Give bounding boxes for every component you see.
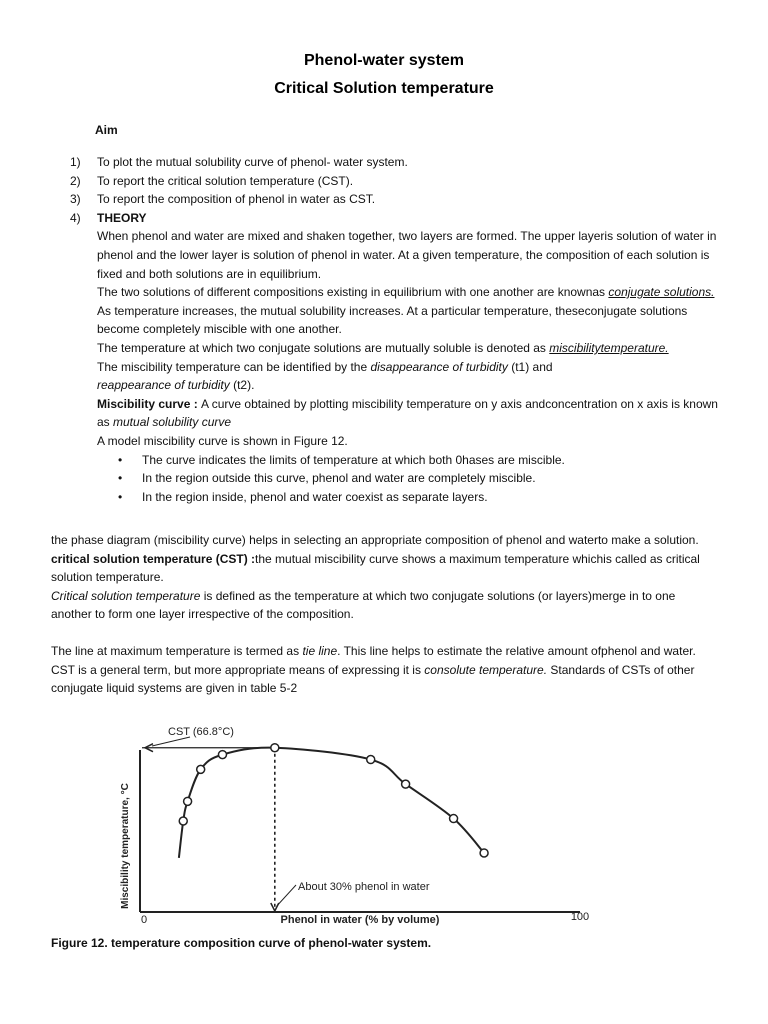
item-number: 2) xyxy=(70,173,81,188)
term-disappearance: disappearance of turbidity xyxy=(370,359,508,374)
text-run: The miscibility temperature can be identified by the xyxy=(97,359,371,374)
item-number: 4) xyxy=(70,210,81,225)
text-run: A curve obtained by plotting miscibility temperature on y axis andconcentration on x axis is known as xyxy=(97,396,718,430)
lower-section xyxy=(51,531,719,698)
miscibility-figure xyxy=(40,722,690,927)
x-axis-label: Phenol in water (% by volume) xyxy=(280,914,440,926)
figure-caption: Figure 12. temperature composition curve of phenol-water system. xyxy=(51,936,432,950)
term-miscibility-temperature: miscibilitytemperature. xyxy=(549,340,669,355)
page-title: Phenol-water system xyxy=(303,52,465,69)
cst-annotation: CST (66.8°C) xyxy=(168,726,234,738)
term-consolute-temperature: consolute temperature. xyxy=(424,662,548,677)
bullet-item: • In the region outside this curve, phenol and water are completely miscible. xyxy=(142,469,718,488)
paragraph xyxy=(51,642,719,698)
text-run: the mutual miscibility curve shows a maximum temperature whichis called as critical solution temperature. xyxy=(51,551,700,585)
theory-paragraph: As temperature increases, the mutual solubility increases. At a particular temperature, theseconjugate solutions become completely miscible with one another. xyxy=(97,303,688,337)
bullet-item: • In the region inside, phenol and water coexist as separate layers. xyxy=(142,488,718,507)
data-point xyxy=(218,751,226,759)
term-conjugate-solutions: conjugate solutions. xyxy=(608,285,715,300)
aim-list xyxy=(70,153,718,506)
term-critical-solution-temperature: Critical solution temperature xyxy=(51,588,201,603)
page-subtitle: Critical Solution temperature xyxy=(274,80,494,97)
aim-heading: Aim xyxy=(95,123,118,137)
theory-paragraph xyxy=(97,395,718,432)
x-tick-100: 100 xyxy=(570,911,590,923)
list-item xyxy=(70,153,718,172)
list-item xyxy=(70,172,718,191)
x-tick-0: 0 xyxy=(140,914,148,926)
miscibility-chart xyxy=(40,722,690,927)
term-tie-line: tie line xyxy=(302,643,338,658)
term-miscibility-curve: Miscibility curve : xyxy=(97,396,202,411)
bullet-list xyxy=(97,451,718,507)
term-mutual-solubility-curve: mutual solubility curve xyxy=(113,415,232,430)
text-run: . This line helps to estimate the relative amount ofphenol and water. CST is a general term, but more appropriate means of expressing it is xyxy=(51,643,696,677)
y-axis-label: Miscibility temperature, °C xyxy=(120,783,131,909)
text-run: Standards of CSTs of other conjugate liquid systems are given in table 5-2 xyxy=(51,662,695,696)
cst-pointer xyxy=(152,737,190,746)
data-point xyxy=(197,765,205,773)
data-point xyxy=(450,815,458,823)
list-item xyxy=(70,190,718,209)
theory-section xyxy=(97,227,718,506)
theory-paragraph: When phenol and water are mixed and shaken together, two layers are formed. The upper layeris solution of water in phenol and the lower layer is solution of phenol in water. At a given temperature, the composition of each solution is fixed and both solutions are in equilibrium. xyxy=(97,229,717,281)
bullet-item: • The curve indicates the limits of temperature at which both 0hases are miscible. xyxy=(142,451,718,470)
paragraph: the phase diagram (miscibility curve) helps in selecting an appropriate composition of phenol and waterto make a solution. xyxy=(51,533,699,547)
list-item xyxy=(70,209,718,228)
theory-paragraph xyxy=(97,339,718,358)
paragraph xyxy=(51,587,719,624)
item-text: To report the composition of phenol in water as CST. xyxy=(97,192,376,207)
text-run: (t2). xyxy=(229,378,255,393)
theory-heading: THEORY xyxy=(97,210,147,225)
miscibility-curve xyxy=(179,748,484,858)
data-point xyxy=(402,780,410,788)
text-run: (t1) and xyxy=(507,359,553,374)
data-point xyxy=(184,797,192,805)
theory-paragraph xyxy=(97,283,718,302)
composition-pointer xyxy=(277,885,296,906)
item-text: To report the critical solution temperature (CST). xyxy=(97,173,354,188)
text-run: The temperature at which two conjugate solutions are mutually soluble is denoted as xyxy=(97,340,550,355)
item-text: To plot the mutual solubility curve of phenol- water system. xyxy=(97,155,408,169)
data-point xyxy=(271,744,279,752)
theory-paragraph xyxy=(97,358,718,377)
text-run: is defined as the temperature at which two conjugate solutions (or layers)merge in to one another to form one layer irrespective of the composition. xyxy=(51,588,676,622)
item-number: 3) xyxy=(70,192,81,207)
data-point xyxy=(367,756,375,764)
theory-paragraph xyxy=(97,376,718,395)
term-cst: critical solution temperature (CST) : xyxy=(51,551,256,566)
theory-paragraph: A model miscibility curve is shown in Figure 12. xyxy=(97,433,348,448)
text-run: The line at maximum temperature is termed as xyxy=(51,643,303,658)
composition-annotation: About 30% phenol in water xyxy=(298,881,430,893)
item-number: 1) xyxy=(70,155,81,169)
term-reappearance: reappearance of turbidity xyxy=(97,378,230,393)
paragraph xyxy=(51,550,719,587)
text-run: The two solutions of different compositions existing in equilibrium with one another are knownas xyxy=(97,285,609,300)
data-point xyxy=(179,817,187,825)
data-point xyxy=(480,849,488,857)
